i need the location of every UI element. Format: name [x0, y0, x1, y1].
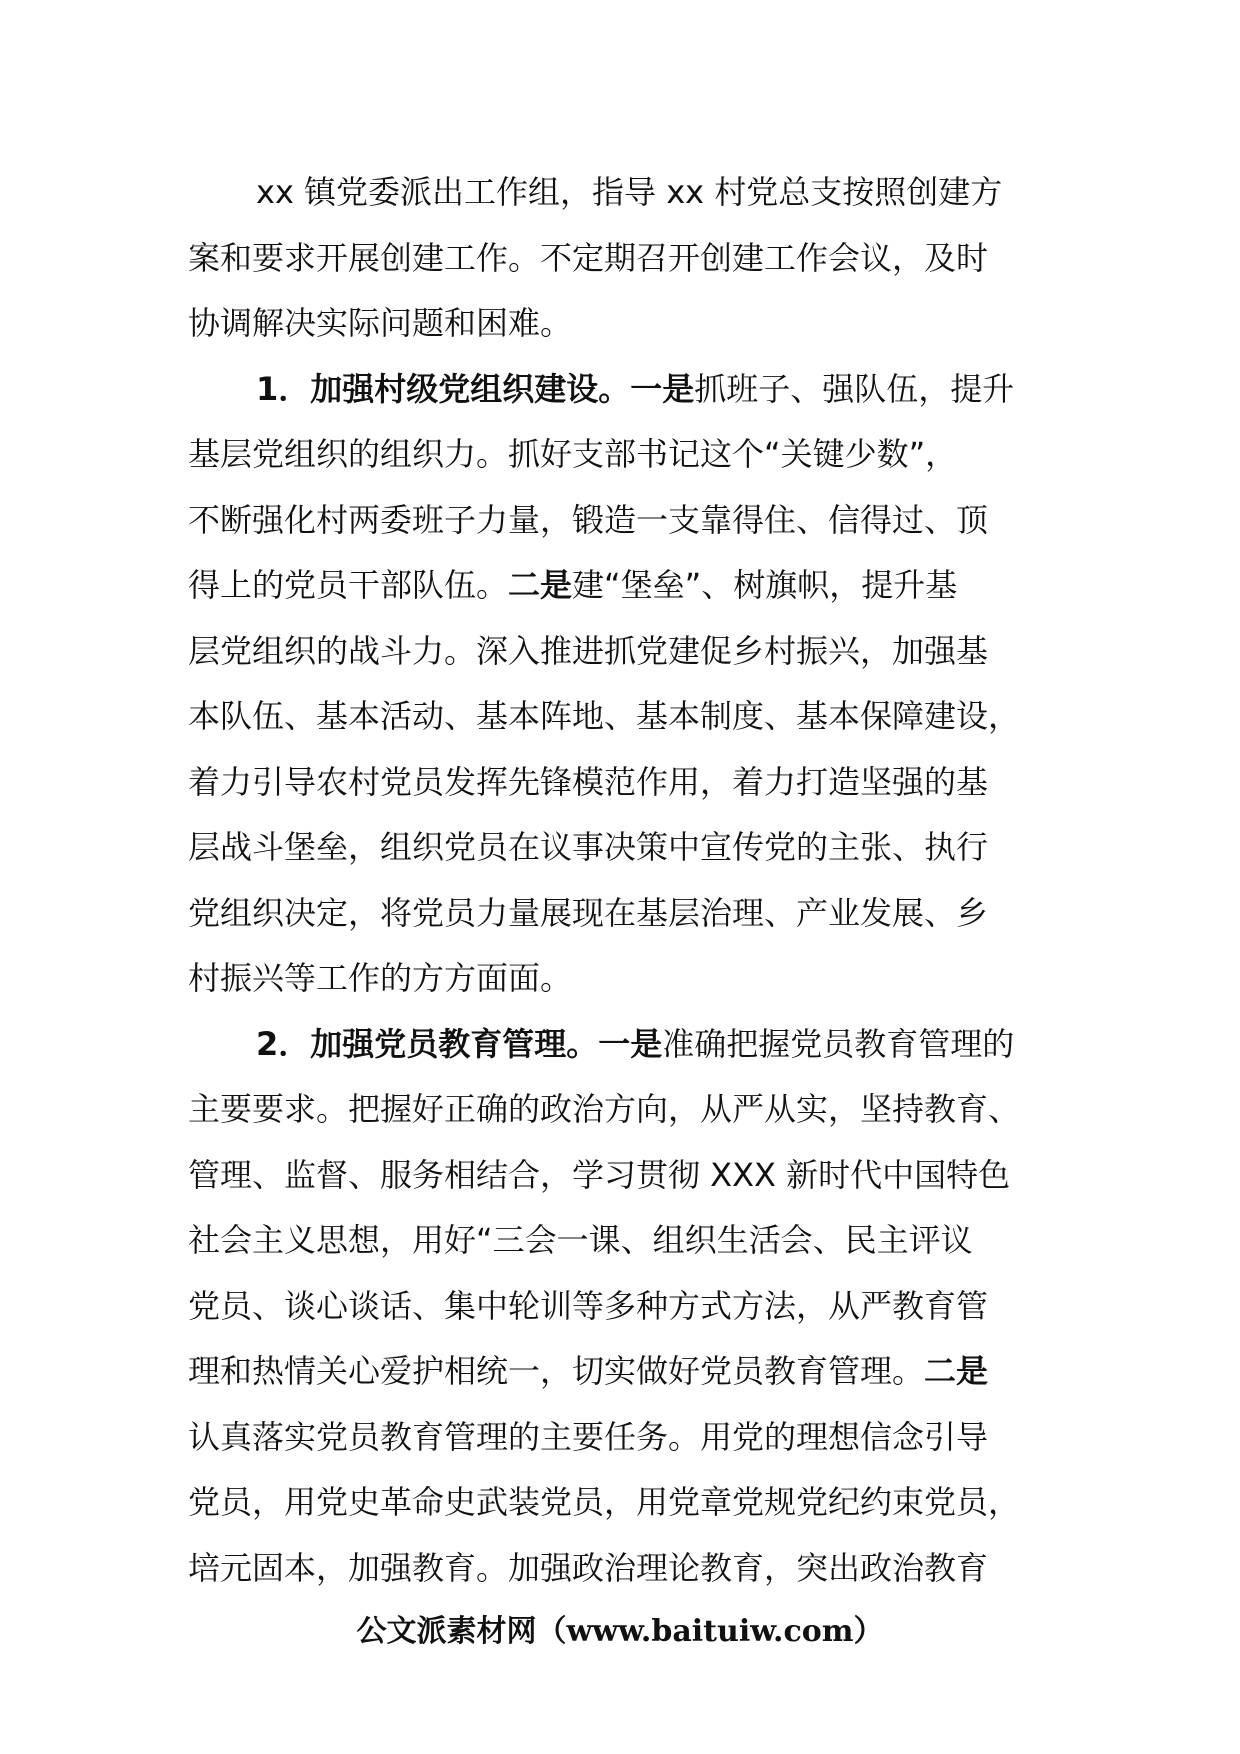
text-line	[188, 553, 1064, 619]
text-segment: 管理、监督、服务相结合，学习贯彻 XXX 新时代中国特色	[188, 1155, 1011, 1194]
text-segment: 党组织决定，将党员力量展现在基层治理、产业发展、乡	[188, 893, 989, 932]
text-segment: 层战斗堡垒，组织党员在议事决策中宣传党的主张、执行	[188, 828, 989, 866]
text-line	[188, 1208, 1064, 1274]
text-segment: 不断强化村两委班子力量，锻造一支靠得住、信得过、顶	[188, 500, 989, 539]
text-segment: 建“堡垒”、树旗帜，提升基	[572, 566, 958, 604]
text-line	[188, 291, 1064, 357]
text-segment: 抓班子、强队伍，提升	[694, 369, 1015, 408]
text-segment: 社会主义思想，用好“三会一课、组织生活会、民主评议	[188, 1221, 973, 1259]
bold-text-segment: 2．加强党员教育管理。一是	[256, 1024, 663, 1063]
text-segment: 理和热情关心爱护相统一，切实做好党员教育管理。	[188, 1352, 925, 1390]
text-line	[188, 619, 1064, 685]
text-line	[188, 357, 1064, 423]
text-line	[188, 1470, 1064, 1536]
text-line	[188, 750, 1064, 816]
bold-text-segment: 二是	[924, 1352, 989, 1390]
text-line	[188, 1012, 1064, 1078]
text-segment: 基层党组织的组织力。抓好支部书记这个“关键少数”，	[188, 435, 958, 473]
text-segment: 党员，用党史革命史武装党员，用党章党规党纪约束党员，	[188, 1483, 1021, 1521]
text-segment: 着力引导农村党员发挥先锋模范作用，着力打造坚强的基	[188, 762, 989, 801]
text-line	[188, 488, 1064, 554]
text-segment: 案和要求开展创建工作。不定期召开创建工作会议，及时	[188, 238, 989, 277]
bold-text-segment: 1．加强村级党组织建设。一是	[256, 369, 695, 408]
text-line	[188, 815, 1064, 881]
text-line	[188, 1536, 1064, 1602]
text-line	[188, 881, 1064, 947]
text-segment: 层党组织的战斗力。深入推进抓党建促乡村振兴，加强基	[188, 631, 989, 670]
text-segment: 村振兴等工作的方方面面。	[188, 959, 573, 997]
text-segment: 准确把握党员教育管理的	[662, 1024, 1015, 1063]
text-line	[188, 946, 1064, 1012]
document-body	[188, 160, 1064, 1601]
text-line	[188, 684, 1064, 750]
text-line	[188, 1339, 1064, 1405]
text-line	[188, 1077, 1064, 1143]
text-segment: 认真落实党员教育管理的主要任务。用党的理想信念引导	[188, 1417, 989, 1456]
text-segment: 主要要求。把握好正确的政治方向，从严从实，坚持教育、	[188, 1090, 1021, 1128]
text-line	[188, 160, 1064, 226]
text-segment: xx 镇党委派出工作组，指导 xx 村党总支按照创建方	[256, 173, 1003, 211]
footer-watermark: 公文派素材网（www.baituiw.com）	[356, 1614, 884, 1649]
bold-text-segment: 二是	[508, 566, 573, 604]
text-segment: 培元固本，加强教育。加强政治理论教育，突出政治教育	[188, 1548, 989, 1587]
text-line	[188, 1143, 1064, 1209]
text-segment: 党员、谈心谈话、集中轮训等多种方式方法，从严教育管	[188, 1286, 989, 1325]
text-line	[188, 226, 1064, 292]
text-line	[188, 422, 1064, 488]
text-segment: 协调解决实际问题和困难。	[188, 304, 573, 342]
text-segment: 得上的党员干部队伍。	[188, 566, 509, 604]
text-segment: 本队伍、基本活动、基本阵地、基本制度、基本保障建设，	[188, 697, 1021, 735]
text-line	[188, 1274, 1064, 1340]
text-line	[188, 1405, 1064, 1471]
